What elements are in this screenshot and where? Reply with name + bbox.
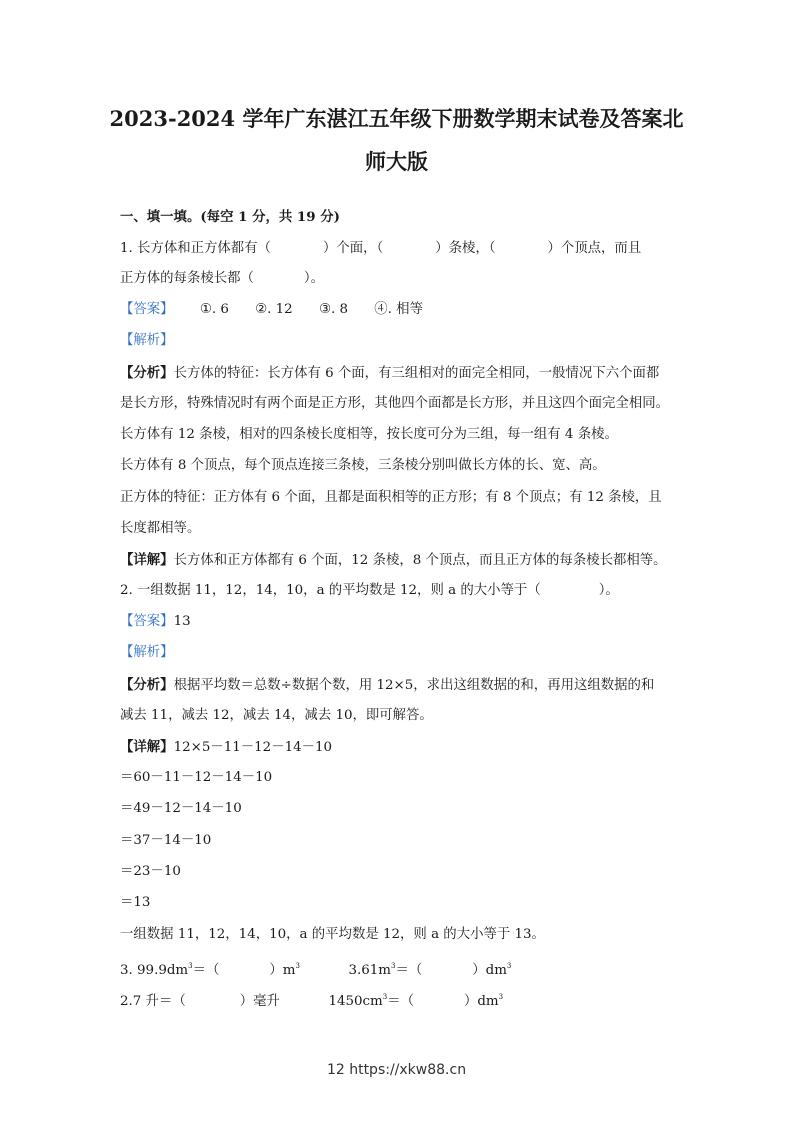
q2-answer: 13 (173, 614, 191, 629)
q2-step: ＝23－10 (120, 864, 181, 879)
step-text: 12×5－11－12－14－10 (173, 740, 333, 755)
q1-answer-4: ④. 相等 (374, 302, 423, 317)
page-title-line-1: 2023-2024 学年广东湛江五年级下册数学期末试卷及答案北 (109, 106, 684, 131)
q2-fenxi-line: 减去 11，减去 12，减去 14，减去 10，即可解答。 (120, 708, 433, 723)
answer-tag: 【答案】 (120, 614, 174, 629)
q3-text: ）毫升 (239, 994, 280, 1009)
q1-text-part: ）条棱，（ (435, 241, 496, 256)
page-footer: 12 https://xkw88.cn (326, 1062, 467, 1078)
page-title-line-2: 师大版 (365, 149, 428, 174)
q1-text-part: ）个顶点，而且 (547, 241, 642, 256)
q1-fenxi-line: 长度都相等。 (120, 521, 201, 536)
q1-fenxi-line: 正方体的特征：正方体有 6 个面，且都是面积相等的正方形；有 8 个顶点；有 12 条棱，且 (120, 490, 662, 505)
fenxi-text: 长方体的特征：长方体有 6 个面，有三组相对的面完全相同，一般情况下六个面都 (173, 366, 660, 381)
question-3-row-1 (120, 957, 511, 980)
q3-text: 3.61m (348, 963, 391, 978)
q1-answer-row (120, 301, 423, 319)
q1-answer-2: ②. 12 (255, 302, 293, 317)
q1-fenxi-line: 长方体有 12 条棱，相对的四条棱长度相等，按长度可分为三组，每一组有 4 条棱。 (120, 427, 618, 442)
superscript: 3 (498, 993, 504, 1001)
q2-jiexi-tag: 【解析】 (120, 645, 174, 660)
q2-step (120, 738, 332, 757)
q2-step: ＝60－11－12－14－10 (120, 770, 273, 785)
q1-text-part: ）个面，（ (322, 241, 384, 256)
q2-step: ＝37－14－10 (120, 833, 212, 848)
q2-step: ＝49－12－14－10 (120, 801, 242, 816)
q3-text: ）dm (472, 963, 507, 978)
question-1-line-1 (120, 240, 641, 258)
superscript: 3 (188, 962, 193, 970)
q1-fenxi-line: 长方体有 8 个顶点，每个顶点连接三条棱，三条棱分别叫做长方体的长、宽、高。 (120, 458, 606, 473)
q3-text: ＝（ (395, 963, 423, 978)
q1-text-part: ）。 (303, 271, 324, 286)
q2-text-part: 2. 一组数据 11，12，14，10，a 的平均数是 12，则 a 的大小等于（ (120, 583, 541, 598)
q1-text-part: 正方体的每条棱长都（ (120, 271, 254, 286)
superscript: 3 (382, 993, 388, 1001)
xiangjie-tag: 【详解】 (120, 739, 174, 755)
q2-fenxi-line (120, 676, 654, 695)
q1-fenxi-line (120, 364, 659, 383)
q1-text-part: 1. 长方体和正方体都有（ (120, 241, 271, 256)
superscript: 3 (390, 962, 396, 970)
q2-step: ＝13 (120, 895, 151, 910)
q1-answer-3: ③. 8 (318, 302, 349, 317)
q3-text: ＝（ (387, 994, 414, 1009)
q3-text: ）m (269, 963, 296, 978)
q3-text: 3. 99.9dm (120, 963, 189, 978)
q2-answer-row (120, 613, 191, 631)
superscript: 3 (295, 962, 300, 970)
question-1-line-2 (120, 270, 324, 288)
q2-conclusion: 一组数据 11，12，14，10，a 的平均数是 12，则 a 的大小等于 13。 (120, 927, 545, 942)
section-heading: 一、填一填。(每空 1 分，共 19 分) (120, 209, 340, 225)
q1-jiexi-tag: 【解析】 (120, 333, 174, 348)
fenxi-text: 根据平均数＝总数÷数据个数，用 12×5，求出这组数据的和，再用这组数据的和 (173, 678, 655, 693)
answer-tag: 【答案】 (120, 302, 174, 317)
q3-text: 2.7 升＝（ (120, 994, 186, 1009)
q1-answer-1: ①. 6 (199, 302, 229, 317)
xiangjie-text: 长方体和正方体都有 6 个面，12 条棱，8 个顶点，而且正方体的每条棱长都相等。 (173, 553, 667, 568)
superscript: 3 (506, 962, 512, 970)
q3-text: ）dm (463, 994, 499, 1009)
q1-xiangjie (120, 551, 667, 570)
xiangjie-tag: 【详解】 (120, 552, 174, 568)
question-2 (120, 582, 619, 600)
q3-text: ＝（ (192, 963, 220, 978)
q3-text: 1450cm (328, 994, 383, 1009)
q2-text-part: ）。 (598, 583, 619, 598)
fenxi-tag: 【分析】 (120, 677, 174, 693)
fenxi-tag: 【分析】 (120, 365, 174, 381)
question-3-row-2 (120, 988, 503, 1011)
q1-fenxi-line: 是长方形，特殊情况时有两个面是正方形，其他四个面都是长方形，并且这四个面完全相同。 (120, 396, 670, 411)
